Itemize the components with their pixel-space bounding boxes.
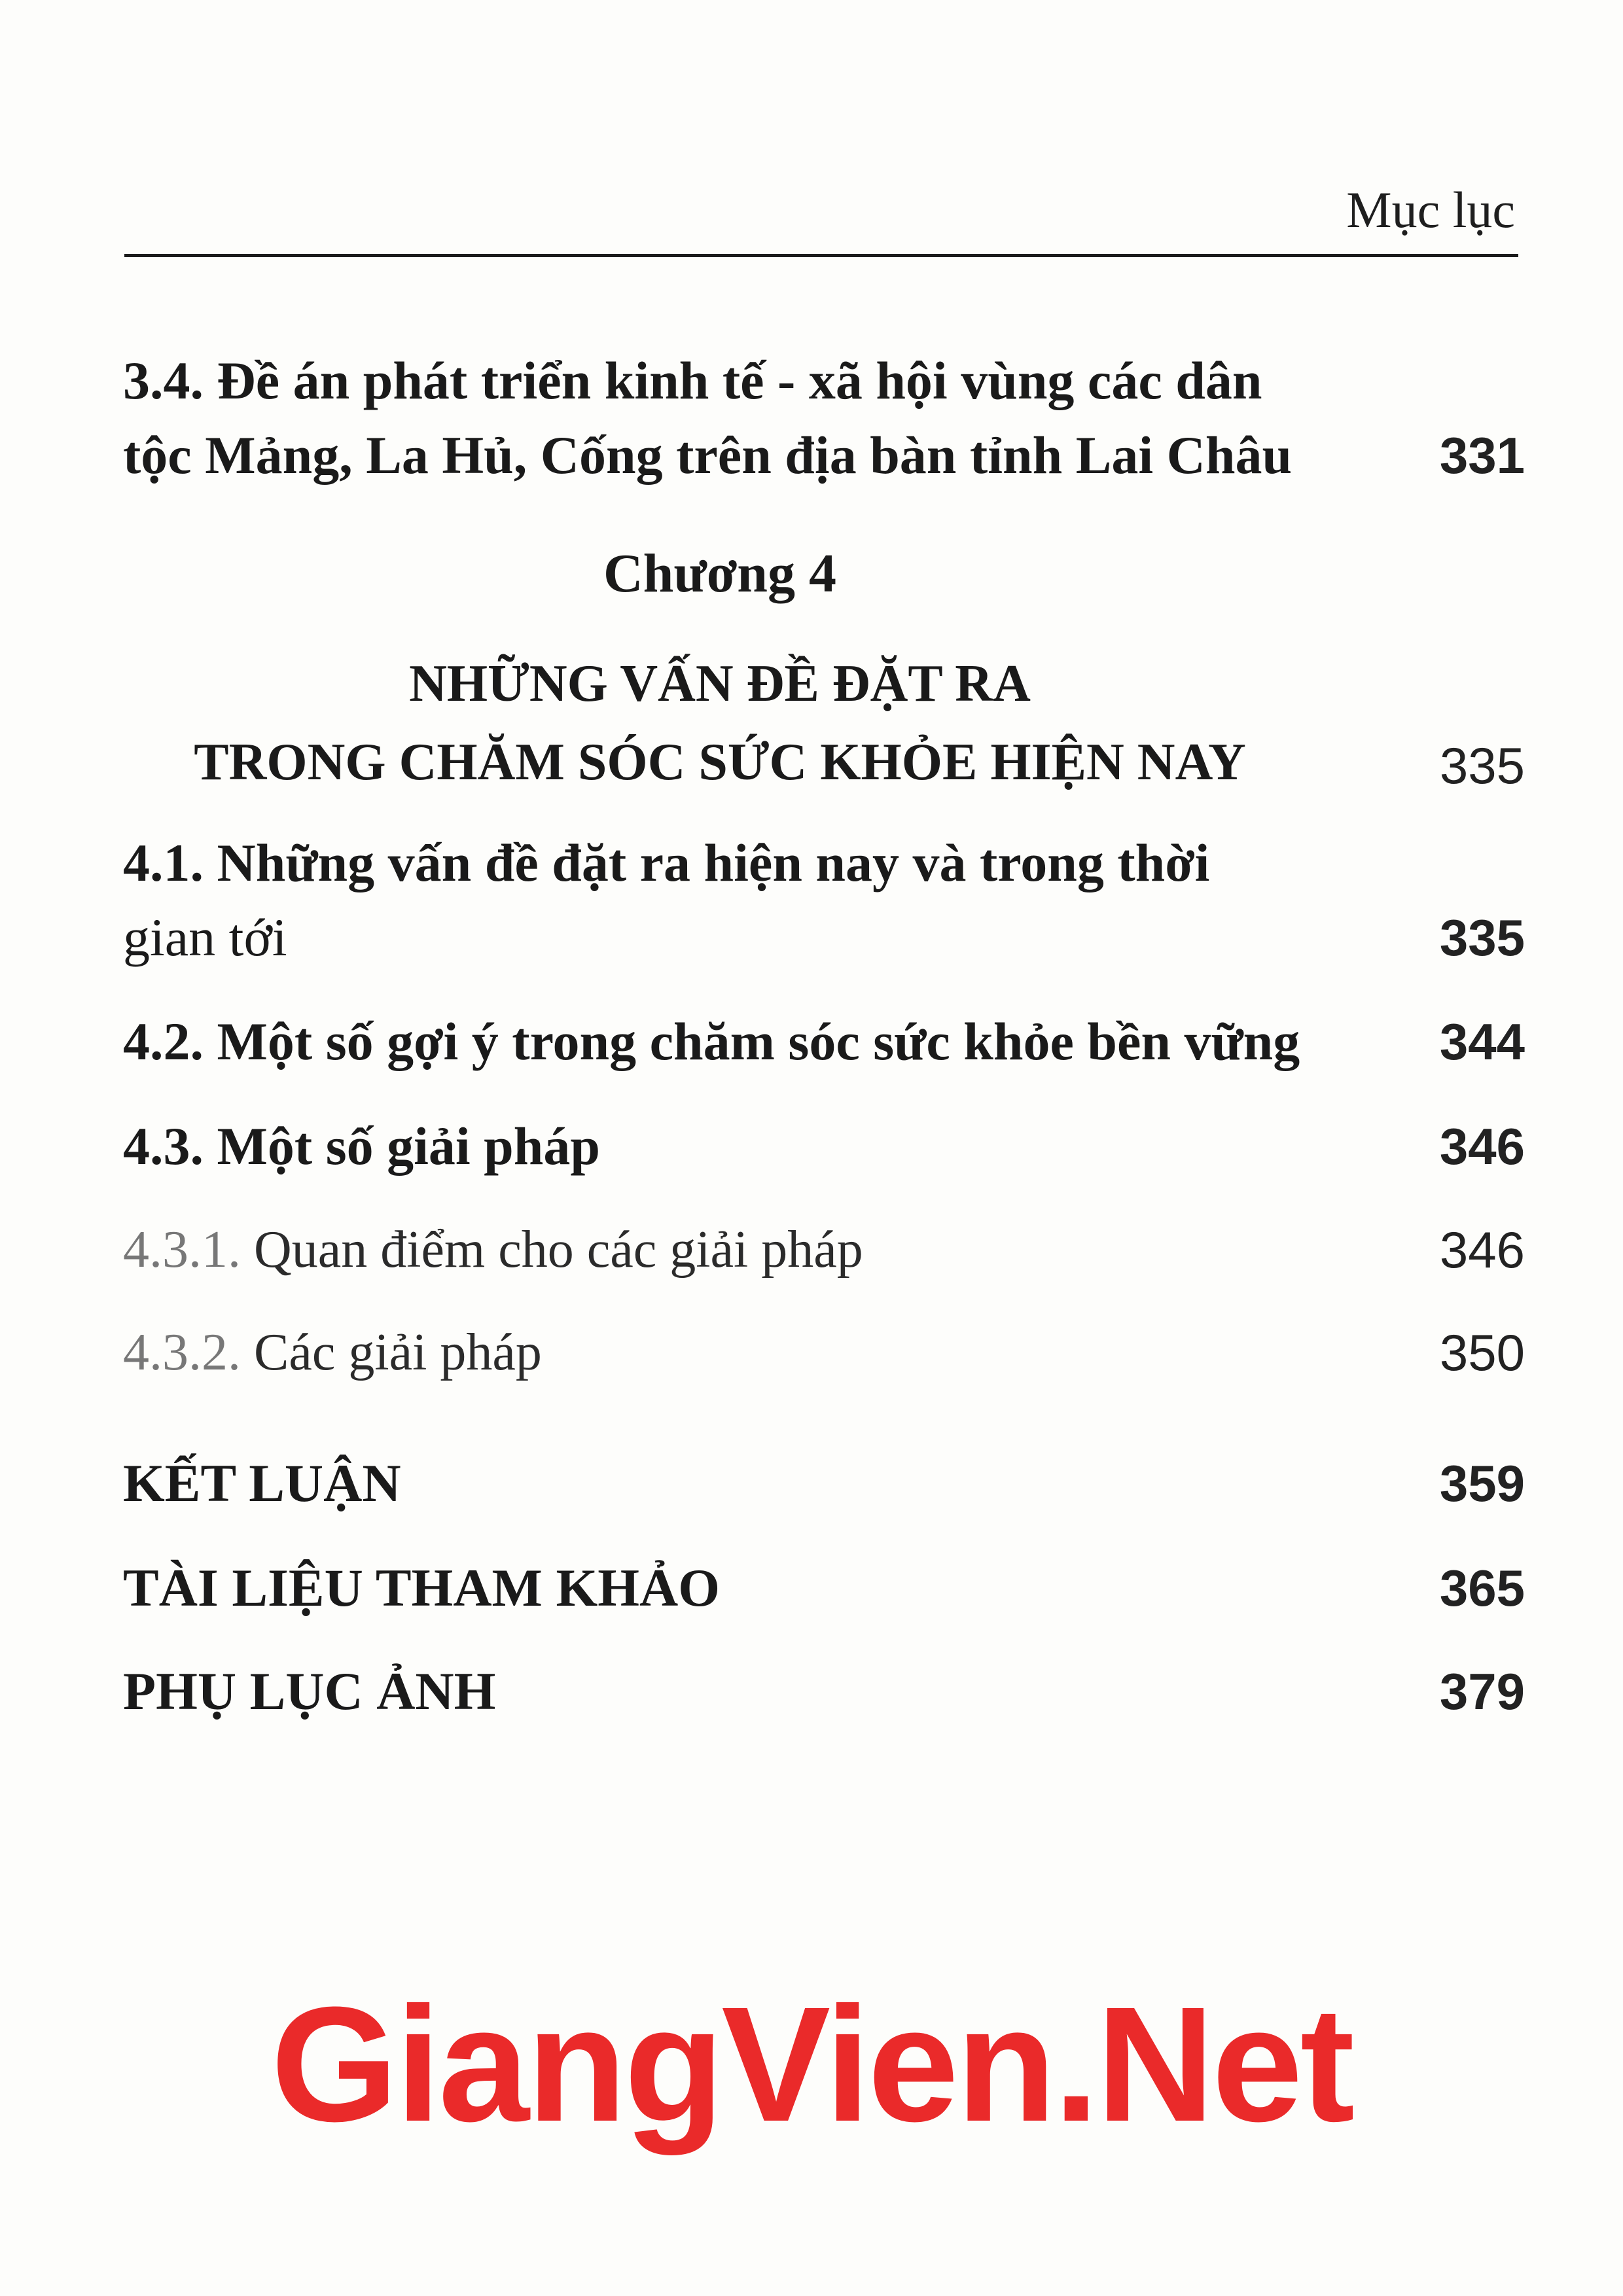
toc-entry-4-2 <box>123 1004 1525 1079</box>
toc-entry-4-3 <box>123 1109 1525 1184</box>
toc-entry-number: 4.3.1. <box>123 1221 241 1279</box>
running-header: Mục lục <box>1346 181 1515 238</box>
toc-page-number: 346 <box>1439 1118 1525 1175</box>
chapter-title-line2: TRONG CHĂM SÓC SỨC KHỎE HIỆN NAY <box>194 733 1246 791</box>
toc-entry-title-line2: tộc Mảng, La Hủ, Cống trên địa bàn tỉnh Lai Châu <box>123 425 1293 485</box>
header-rule <box>124 254 1518 257</box>
toc-entry-title: 4.2. Một số gợi ý trong chăm sóc sức khỏe bền vững <box>123 1012 1300 1071</box>
toc-entry-title: Quan điểm cho các giải pháp <box>241 1221 863 1279</box>
toc-entry-title-line1: 4.1. Những vấn đề đặt ra hiện nay và trong thời <box>123 833 1210 892</box>
toc-page-number: 350 <box>1439 1324 1525 1381</box>
toc-entry-title: 4.3. Một số giải pháp <box>123 1116 600 1176</box>
chapter-label: Chương 4 <box>603 543 836 604</box>
toc-entry-title-line1: 3.4. Đề án phát triển kinh tế - xã hội vùng các dân <box>123 351 1262 410</box>
toc-entry-title: PHỤ LỤC ẢNH <box>123 1661 496 1721</box>
toc-entry-number: 4.3.2. <box>123 1324 241 1381</box>
toc-entry-3-4 <box>123 344 1525 493</box>
toc-page-number: 335 <box>1439 737 1525 794</box>
toc-page-number: 379 <box>1439 1663 1525 1720</box>
toc-entry-references <box>123 1551 1525 1625</box>
toc-page-number: 344 <box>1439 1013 1525 1070</box>
toc-entry-title-line2: gian tới <box>123 908 287 967</box>
toc-entry-appendix <box>123 1654 1525 1729</box>
toc-entry-title: TÀI LIỆU THAM KHẢO <box>123 1558 721 1617</box>
toc-page-number: 346 <box>1439 1221 1525 1279</box>
toc-page-number: 335 <box>1439 909 1525 966</box>
toc-page-number: 365 <box>1439 1559 1525 1617</box>
toc-entry-title: Các giải pháp <box>241 1324 542 1381</box>
toc-entry-4-1 <box>123 826 1525 975</box>
toc-entry-4-3-2 <box>123 1315 1525 1390</box>
toc-entry-title: KẾT LUẬN <box>123 1453 401 1513</box>
toc-entry-conclusion <box>123 1446 1525 1521</box>
chapter-title-line1: NHỮNG VẤN ĐỀ ĐẶT RA <box>409 655 1031 713</box>
toc-entry-4-3-1 <box>123 1212 1525 1287</box>
toc-page-number: 359 <box>1439 1455 1525 1512</box>
toc-page-number: 331 <box>1439 427 1525 484</box>
watermark: GiangVien.Net <box>270 1973 1353 2155</box>
